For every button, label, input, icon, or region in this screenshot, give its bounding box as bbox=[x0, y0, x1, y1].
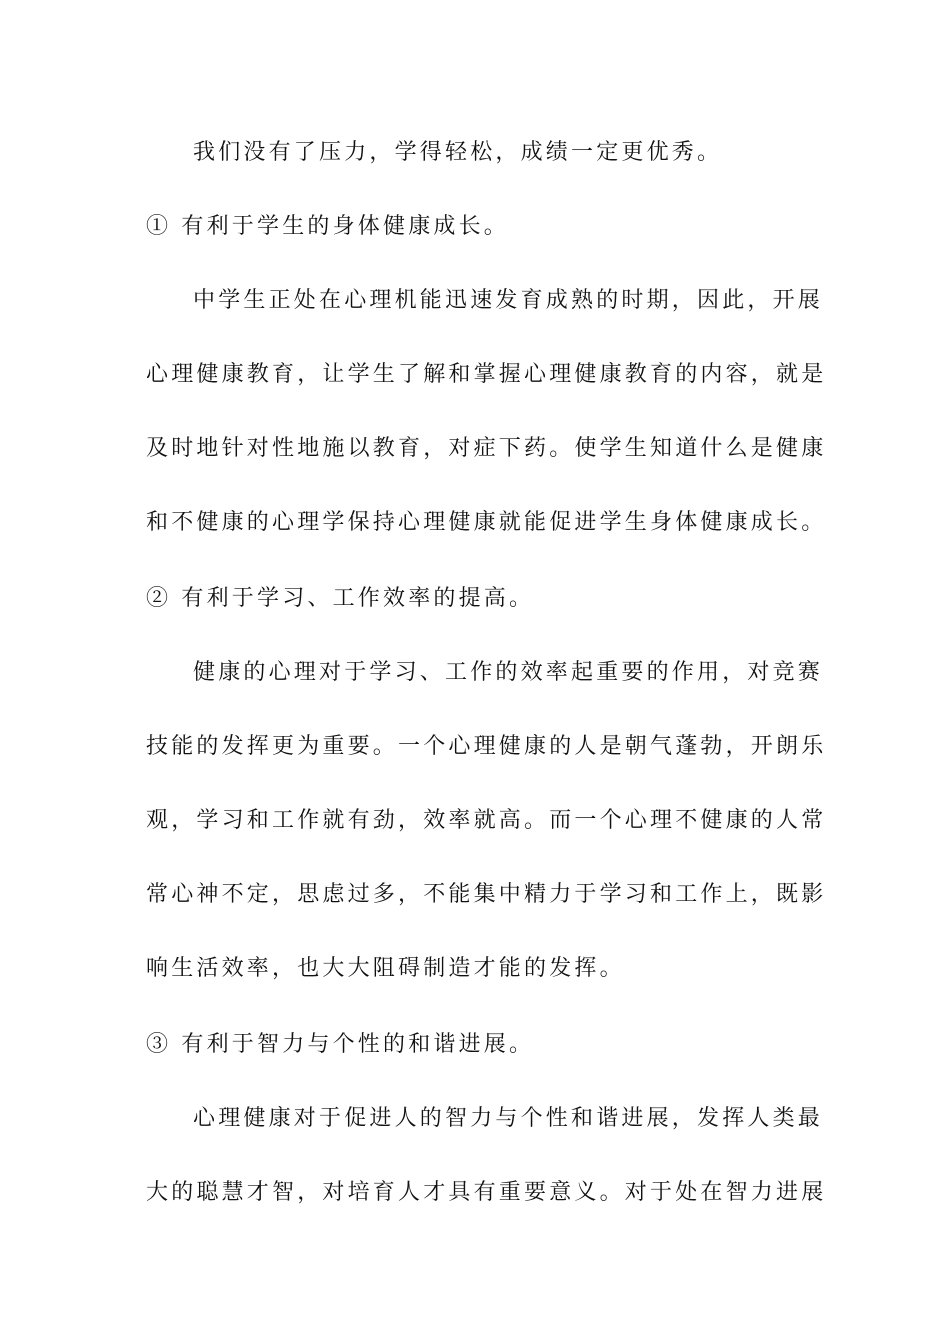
paragraph-line: 和不健康的心理学保持心理健康就能促进学生身体健康成长。 bbox=[146, 510, 827, 535]
paragraph-line: 常心神不定，思虑过多，不能集中精力于学习和工作上，既影 bbox=[146, 882, 827, 907]
paragraph-line: 我们没有了压力，学得轻松，成绩一定更优秀。 bbox=[193, 140, 723, 165]
section-heading-3: ③ 有利于智力与个性的和谐进展。 bbox=[146, 1032, 535, 1057]
paragraph-line: 健康的心理对于学习、工作的效率起重要的作用，对竞赛 bbox=[193, 660, 824, 685]
paragraph-line: 心理健康教育，让学生了解和掌握心理健康教育的内容，就是 bbox=[146, 362, 827, 387]
section-heading-1: ① 有利于学生的身体健康成长。 bbox=[146, 214, 509, 239]
paragraph-line: 中学生正处在心理机能迅速发育成熟的时期，因此，开展 bbox=[193, 288, 824, 313]
paragraph-line: 大的聪慧才智，对培育人才具有重要意义。对于处在智力进展 bbox=[146, 1180, 827, 1205]
paragraph-line: 心理健康对于促进人的智力与个性和谐进展，发挥人类最 bbox=[193, 1106, 824, 1131]
paragraph-line: 响生活效率，也大大阻碍制造才能的发挥。 bbox=[146, 956, 625, 981]
paragraph-line: 技能的发挥更为重要。一个心理健康的人是朝气蓬勃，开朗乐 bbox=[146, 734, 827, 759]
section-heading-2: ② 有利于学习、工作效率的提高。 bbox=[146, 586, 535, 611]
paragraph-line: 观，学习和工作就有劲，效率就高。而一个心理不健康的人常 bbox=[146, 808, 827, 833]
paragraph-line: 及时地针对性地施以教育，对症下药。使学生知道什么是健康 bbox=[146, 436, 827, 461]
